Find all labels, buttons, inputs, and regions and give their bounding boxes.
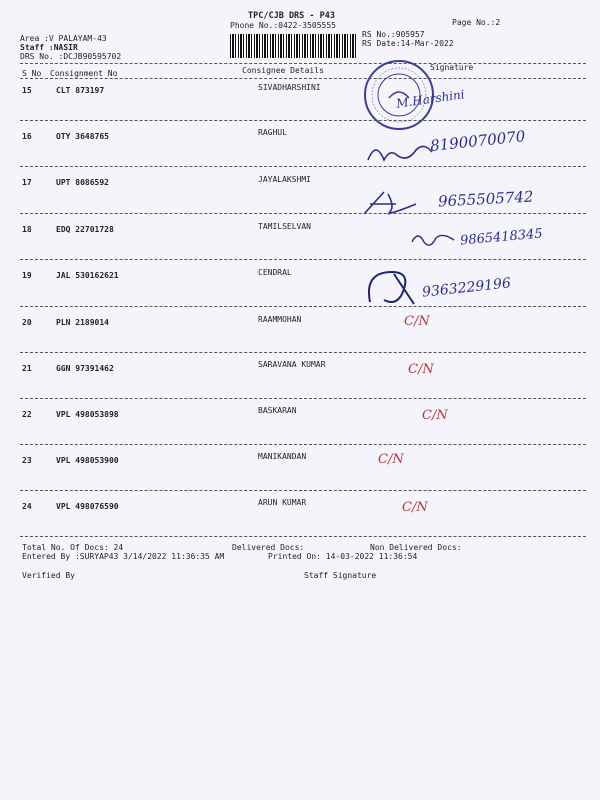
row-divider	[20, 352, 586, 353]
row-consignee: TAMILSELVAN	[258, 222, 311, 231]
phone-number: Phone No.:0422-3505555	[230, 21, 336, 30]
row-consignee: SARAVANA KUMAR	[258, 360, 326, 369]
header-divider	[20, 63, 586, 64]
drs-number: DRS No. :DCJB90595702	[20, 52, 122, 61]
row-divider	[20, 306, 586, 307]
signature-scribble	[364, 262, 422, 308]
row-sno: 16	[22, 132, 32, 141]
row-sno: 22	[22, 410, 32, 419]
row-consignment: PLN 2189014	[56, 318, 109, 327]
row-status-mark: C/N	[402, 500, 428, 515]
row-status-mark: C/N	[404, 314, 430, 329]
row-divider	[20, 166, 586, 167]
row-consignment: VPL 498053898	[56, 410, 119, 419]
row-consignment: OTY 3648765	[56, 132, 109, 141]
staff-label: Staff :NASIR	[20, 43, 78, 52]
row-consignment: VPL 498053900	[56, 456, 119, 465]
entered-by: Entered By :SURYAP43 3/14/2022 11:36:35 AM	[22, 552, 225, 561]
row-sno: 24	[22, 502, 32, 511]
row-sno: 15	[22, 86, 32, 95]
non-delivered-docs: Non Delivered Docs:	[370, 543, 462, 552]
area-label: Area :V PALAYAM-43	[20, 34, 107, 43]
row-consignment: JAL 530162621	[56, 271, 119, 280]
rs-date: RS Date:14-Mar-2022	[362, 39, 454, 48]
row-consignee: RAGHUL	[258, 128, 287, 137]
row-consignment: VPL 498076590	[56, 502, 119, 511]
row-status-mark: C/N	[422, 408, 448, 423]
verified-by: Verified By	[22, 571, 75, 580]
row-consignee: BASKARAN	[258, 406, 297, 415]
row-divider	[20, 490, 586, 491]
header-divider-2	[20, 78, 586, 79]
row-consignment: EDQ 22701728	[56, 225, 114, 234]
row-sno: 19	[22, 271, 32, 280]
row-consignee: CENDRAL	[258, 268, 292, 277]
row-status-mark: C/N	[378, 452, 404, 467]
col-consignment: Consignment No	[50, 69, 118, 78]
total-docs: Total No. Of Docs: 24	[22, 543, 124, 552]
row-consignee: RAAMMOHAN	[258, 315, 302, 324]
row-sno: 17	[22, 178, 32, 187]
page-number: Page No.:2	[452, 18, 501, 27]
signature-scribble	[360, 186, 430, 220]
staff-signature: Staff Signature	[304, 571, 377, 580]
row-divider	[20, 120, 586, 121]
row-divider	[20, 536, 586, 537]
row-sno: 20	[22, 318, 32, 327]
document-title: TPC/CJB DRS - P43	[248, 11, 335, 21]
row-consignee: ARUN KUMAR	[258, 498, 307, 507]
row-sno: 21	[22, 364, 32, 373]
row-divider	[20, 259, 586, 260]
col-consignee: Consignee Details	[242, 66, 324, 75]
row-consignee: MANIKANDAN	[258, 452, 307, 461]
rs-number: RS No.:905957	[362, 30, 425, 39]
row-divider	[20, 213, 586, 214]
delivered-docs: Delivered Docs:	[232, 543, 305, 552]
printed-on: Printed On: 14-03-2022 11:36:54	[268, 552, 418, 561]
barcode	[230, 34, 356, 58]
row-consignee: SIVADHARSHINI	[258, 83, 321, 92]
row-consignee: JAYALAKSHMI	[258, 175, 311, 184]
phone-handwritten: 9865418345	[459, 226, 544, 249]
col-sno: S No	[22, 69, 42, 78]
col-signature: Signature	[430, 63, 474, 72]
signature-scribble	[364, 138, 434, 168]
row-consignment: GGN 97391462	[56, 364, 114, 373]
phone-handwritten: 9655505742	[437, 187, 534, 211]
signature-scribble	[408, 226, 458, 250]
phone-handwritten: 8190070070	[429, 127, 527, 155]
row-divider	[20, 398, 586, 399]
row-sno: 23	[22, 456, 32, 465]
row-consignment: UPT 8086592	[56, 178, 109, 187]
phone-handwritten: 9363229196	[421, 275, 512, 301]
row-status-mark: C/N	[408, 362, 434, 377]
row-sno: 18	[22, 225, 32, 234]
row-consignment: CLT 873197	[56, 86, 105, 95]
row-divider	[20, 444, 586, 445]
row-signature: M.Harshini	[395, 87, 466, 111]
